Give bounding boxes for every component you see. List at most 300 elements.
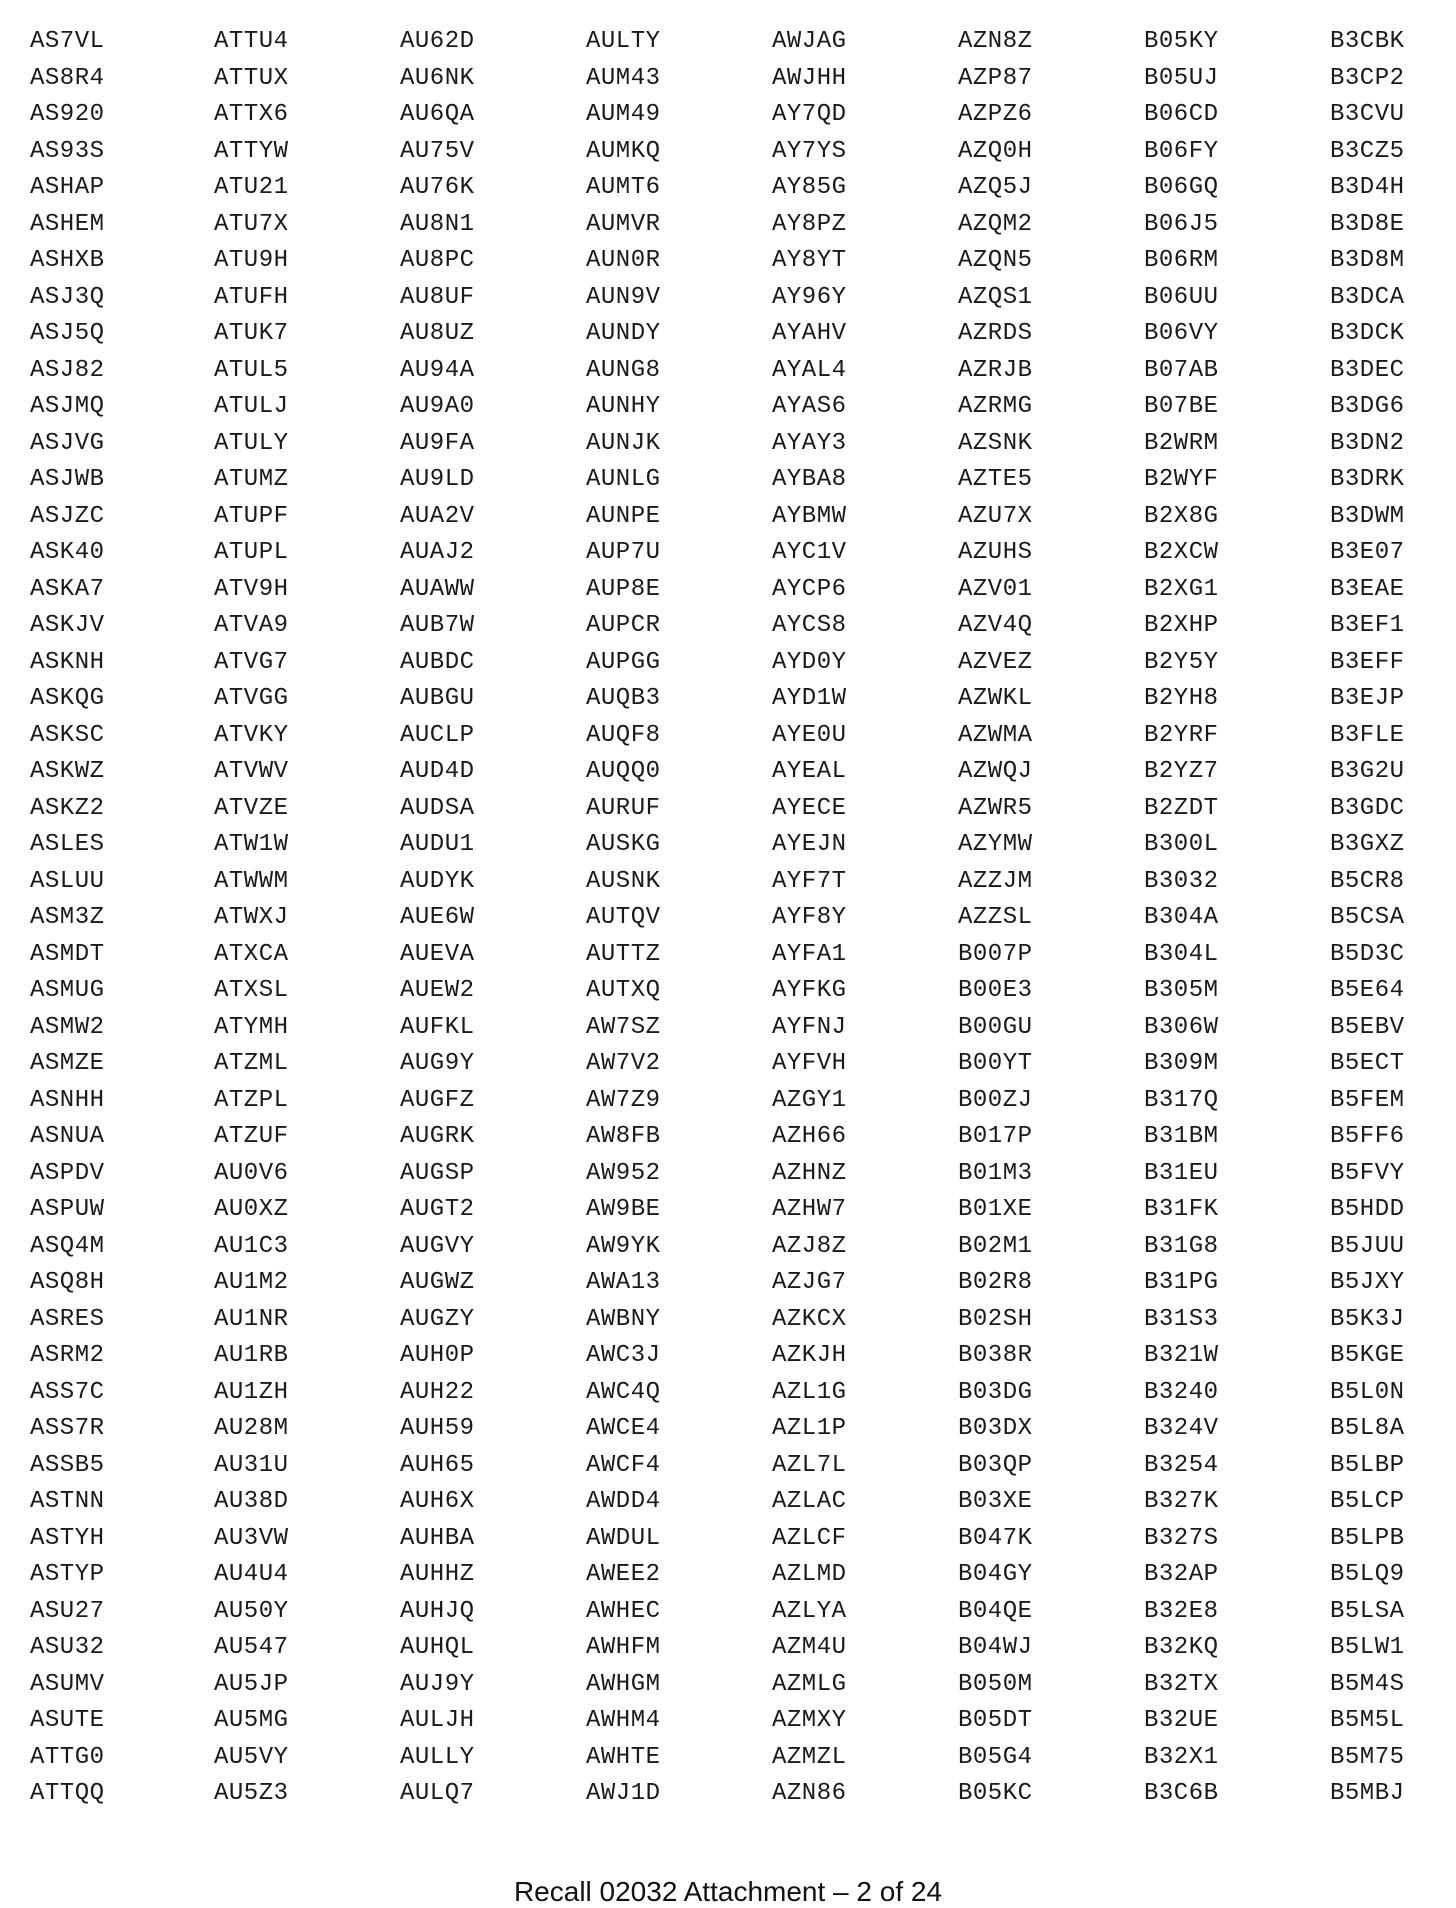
code-entry: ATU9H	[214, 247, 289, 274]
code-entry: AWCE4	[586, 1415, 661, 1442]
code-entry: AUN0R	[586, 247, 661, 274]
code-entry: AS7VL	[30, 28, 105, 55]
code-entry: ASS7C	[30, 1378, 105, 1406]
code-entry: AU0V6	[214, 1159, 289, 1187]
code-entry: B306W	[1144, 1013, 1219, 1041]
code-entry: AWHTE	[586, 1743, 661, 1771]
code-entry: AULLY	[400, 1743, 475, 1771]
code-entry: ASTNN	[30, 1488, 105, 1515]
code-entry: B3D8E	[1330, 210, 1405, 238]
code-entry: ATULJ	[214, 393, 289, 420]
code-entry: AUTTZ	[586, 940, 661, 968]
code-entry: B3CVU	[1330, 101, 1405, 128]
code-entry: ASQ4M	[30, 1232, 105, 1260]
code-entry: B07BE	[1144, 393, 1219, 420]
code-entry: AW952	[586, 1159, 661, 1187]
code-entry: ASKNH	[30, 648, 105, 676]
code-entry: ASLES	[30, 831, 105, 858]
code-entry: AZV01	[958, 575, 1033, 603]
code-entry: AY8YT	[772, 247, 847, 274]
code-entry: B2YH8	[1144, 685, 1219, 712]
code-entry: B06J5	[1144, 210, 1219, 238]
code-entry: AYECE	[772, 794, 847, 822]
code-entry: AUNJK	[586, 429, 661, 457]
code-entry: AZQN5	[958, 247, 1033, 274]
code-entry: AYBMW	[772, 502, 847, 530]
code-entry: AUG9Y	[400, 1050, 475, 1077]
code-entry: B07AB	[1144, 356, 1219, 384]
code-entry: AUSKG	[586, 831, 661, 858]
code-entry: B5CSA	[1330, 904, 1405, 931]
code-entry: AWHM4	[586, 1707, 661, 1734]
code-entry: AUCLP	[400, 721, 475, 749]
code-entry: AU5MG	[214, 1707, 289, 1734]
code-entry: ATTQQ	[30, 1780, 105, 1807]
code-entry: B05KC	[958, 1780, 1033, 1807]
code-entry: ASLUU	[30, 867, 105, 895]
code-entry: AUBGU	[400, 685, 475, 712]
code-entry: ASUTE	[30, 1707, 105, 1734]
code-entry: B31G8	[1144, 1232, 1219, 1260]
code-entry: B305M	[1144, 977, 1219, 1004]
code-entry: AUTQV	[586, 904, 661, 931]
code-entry: B01M3	[958, 1159, 1033, 1187]
code-entry: AZRDS	[958, 320, 1033, 347]
code-entry: ATVWV	[214, 758, 289, 785]
code-entry: AWHFM	[586, 1634, 661, 1661]
code-entry: AUGSP	[400, 1159, 475, 1187]
code-entry: AZWQJ	[958, 758, 1033, 785]
code-entry: B3GXZ	[1330, 831, 1405, 858]
code-entry: B5ECT	[1330, 1050, 1405, 1077]
code-entry: B00GU	[958, 1013, 1033, 1041]
code-entry: AZLAC	[772, 1488, 847, 1515]
code-entry: AUGWZ	[400, 1269, 475, 1296]
code-entry: AWDD4	[586, 1488, 661, 1515]
code-entry: AUTXQ	[586, 977, 661, 1004]
code-entry: AWC4Q	[586, 1378, 661, 1406]
code-entry: AUPCR	[586, 612, 661, 639]
code-entry: AYFVH	[772, 1050, 847, 1077]
code-entry: B5JUU	[1330, 1232, 1405, 1260]
code-entry: AZQS1	[958, 283, 1033, 311]
code-entry: AUNDY	[586, 320, 661, 347]
code-entry: ASRES	[30, 1305, 105, 1333]
code-entry: B2WYF	[1144, 466, 1219, 493]
code-entry: B5CR8	[1330, 867, 1405, 895]
code-entry: B5FF6	[1330, 1123, 1405, 1150]
code-entry: AW7V2	[586, 1050, 661, 1077]
code-entry: B3CP2	[1330, 64, 1405, 92]
code-entry: ASU32	[30, 1634, 105, 1661]
code-entry: ATV9H	[214, 575, 289, 603]
code-entry: AYE0U	[772, 721, 847, 749]
code-entry: B3240	[1144, 1378, 1219, 1406]
code-entry: AYF7T	[772, 867, 847, 895]
code-entry: B03DG	[958, 1378, 1033, 1406]
code-entry: B5JXY	[1330, 1269, 1405, 1296]
code-entry: AUGRK	[400, 1123, 475, 1150]
code-entry: B31PG	[1144, 1269, 1219, 1296]
code-entry: B5K3J	[1330, 1305, 1405, 1333]
code-entry: AUGVY	[400, 1232, 475, 1260]
code-entry: AUGT2	[400, 1196, 475, 1223]
code-entry: AUAJ2	[400, 539, 475, 566]
code-entry: AZUHS	[958, 539, 1033, 566]
code-entry: B2ZDT	[1144, 794, 1219, 822]
code-entry: AYFNJ	[772, 1013, 847, 1041]
code-entry: AYEJN	[772, 831, 847, 858]
code-entry: AUEVA	[400, 940, 475, 968]
code-entry: AU8N1	[400, 210, 475, 238]
code-entry: AY96Y	[772, 283, 847, 311]
code-entry: AU8UZ	[400, 320, 475, 347]
code-entry: B3FLE	[1330, 721, 1405, 749]
code-entry: ASHXB	[30, 247, 105, 274]
code-entry: AULJH	[400, 1707, 475, 1734]
code-entry: AYD0Y	[772, 648, 847, 676]
code-entry: ASRM2	[30, 1342, 105, 1369]
code-entry: B5LSA	[1330, 1597, 1405, 1625]
code-entry: AZTE5	[958, 466, 1033, 493]
code-column	[30, 24, 210, 1813]
code-entry: ASJ3Q	[30, 283, 105, 311]
code-entry: B304A	[1144, 904, 1219, 931]
code-entry: AW8FB	[586, 1123, 661, 1150]
code-entry: B2XCW	[1144, 539, 1219, 566]
code-entry: ATTU4	[214, 28, 289, 55]
code-entry: AYAL4	[772, 356, 847, 384]
code-entry: AUDU1	[400, 831, 475, 858]
code-entry: ATTX6	[214, 101, 289, 128]
code-entry: B5E64	[1330, 977, 1405, 1004]
code-entry: AUMT6	[586, 174, 661, 201]
code-entry: AZYMW	[958, 831, 1033, 858]
code-entry: ATYMH	[214, 1013, 289, 1041]
code-entry: B04GY	[958, 1561, 1033, 1588]
code-entry: ATXSL	[214, 977, 289, 1004]
code-entry: B5LW1	[1330, 1634, 1405, 1661]
code-entry: AU1ZH	[214, 1378, 289, 1406]
code-entry: AWEE2	[586, 1561, 661, 1588]
code-entry: ATUPF	[214, 502, 289, 530]
code-entry: AZRMG	[958, 393, 1033, 420]
code-entry: B5EBV	[1330, 1013, 1405, 1041]
code-entry: ASMW2	[30, 1013, 105, 1041]
code-entry: B327K	[1144, 1488, 1219, 1515]
code-entry: AU76K	[400, 174, 475, 201]
code-entry: AS8R4	[30, 64, 105, 92]
code-entry: AU547	[214, 1634, 289, 1661]
code-entry: B32E8	[1144, 1597, 1219, 1625]
code-entry: AZWR5	[958, 794, 1033, 822]
code-entry: AYFA1	[772, 940, 847, 968]
code-entry: B06VY	[1144, 320, 1219, 347]
code-entry: B5MBJ	[1330, 1780, 1405, 1807]
code-entry: B324V	[1144, 1415, 1219, 1442]
code-entry: AZP87	[958, 64, 1033, 92]
code-entry: ATVZE	[214, 794, 289, 822]
code-entry: B31FK	[1144, 1196, 1219, 1223]
code-entry: ASKWZ	[30, 758, 105, 785]
code-entry: AU9LD	[400, 466, 475, 493]
code-column	[214, 24, 394, 1813]
code-entry: AZKJH	[772, 1342, 847, 1369]
code-entry: ATVA9	[214, 612, 289, 639]
code-entry: ATUPL	[214, 539, 289, 566]
code-entry: AZVEZ	[958, 648, 1033, 676]
code-entry: AUHBA	[400, 1524, 475, 1552]
code-entry: AUDYK	[400, 867, 475, 895]
code-entry: AWJHH	[772, 64, 847, 92]
code-entry: AWC3J	[586, 1342, 661, 1369]
code-entry: ATVG7	[214, 648, 289, 676]
code-entry: B2YRF	[1144, 721, 1219, 749]
code-entry: AUQQ0	[586, 758, 661, 785]
code-entry: B01XE	[958, 1196, 1033, 1223]
code-entry: B03QP	[958, 1451, 1033, 1479]
code-entry: AZL1P	[772, 1415, 847, 1442]
code-entry: AU4U4	[214, 1561, 289, 1588]
code-entry: ASHEM	[30, 210, 105, 238]
code-entry: B05DT	[958, 1707, 1033, 1734]
code-entry: AZQ5J	[958, 174, 1033, 201]
code-entry: B5FEM	[1330, 1086, 1405, 1114]
code-entry: B02R8	[958, 1269, 1033, 1296]
code-entry: ASMDT	[30, 940, 105, 968]
code-entry: AYAHV	[772, 320, 847, 347]
code-entry: ATUK7	[214, 320, 289, 347]
code-entry: ASJMQ	[30, 393, 105, 420]
code-entry: AZZSL	[958, 904, 1033, 931]
code-entry: AU50Y	[214, 1597, 289, 1625]
code-entry: AU31U	[214, 1451, 289, 1479]
code-entry: AW7SZ	[586, 1013, 661, 1041]
code-entry: AWJAG	[772, 28, 847, 55]
code-entry: B2YZ7	[1144, 758, 1219, 785]
code-entry: B3EAE	[1330, 575, 1405, 603]
code-entry: ATU21	[214, 174, 289, 201]
code-entry: ASKJV	[30, 612, 105, 639]
code-entry: AUDSA	[400, 794, 475, 822]
code-entry: ASU27	[30, 1597, 105, 1625]
code-entry: AZN8Z	[958, 28, 1033, 55]
code-entry: B32TX	[1144, 1670, 1219, 1698]
code-entry: ASTYH	[30, 1524, 105, 1552]
code-entry: AU1RB	[214, 1342, 289, 1369]
code-entry: ATWXJ	[214, 904, 289, 931]
code-entry: AUP8E	[586, 575, 661, 603]
code-entry: AZWMA	[958, 721, 1033, 749]
code-entry: B3DN2	[1330, 429, 1405, 457]
code-entry: AZN86	[772, 1780, 847, 1807]
code-entry: AZWKL	[958, 685, 1033, 712]
code-entry: AYC1V	[772, 539, 847, 566]
code-entry: AUQF8	[586, 721, 661, 749]
code-entry: AZHNZ	[772, 1159, 847, 1187]
code-entry: B3D8M	[1330, 247, 1405, 274]
code-entry: B3EF1	[1330, 612, 1405, 639]
code-entry: ATWWM	[214, 867, 289, 895]
code-entry: B32KQ	[1144, 1634, 1219, 1661]
code-entry: B007P	[958, 940, 1033, 968]
code-entry: ASNHH	[30, 1086, 105, 1114]
code-entry: AUH0P	[400, 1342, 475, 1369]
code-entry: ATULY	[214, 429, 289, 457]
code-entry: AULQ7	[400, 1780, 475, 1807]
code-entry: B3032	[1144, 867, 1219, 895]
code-entry: AY85G	[772, 174, 847, 201]
code-entry: AU9A0	[400, 393, 475, 420]
code-entry: B5M75	[1330, 1743, 1405, 1771]
code-entry: AU94A	[400, 356, 475, 384]
code-entry: B00YT	[958, 1050, 1033, 1077]
code-entry: AU1NR	[214, 1305, 289, 1333]
code-entry: AUSNK	[586, 867, 661, 895]
code-entry: AY7YS	[772, 137, 847, 165]
code-entry: AUGZY	[400, 1305, 475, 1333]
code-entry: B2XG1	[1144, 575, 1219, 603]
code-entry: AUAWW	[400, 575, 475, 603]
code-entry: ASMUG	[30, 977, 105, 1004]
code-entry: B300L	[1144, 831, 1219, 858]
code-entry: AW7Z9	[586, 1086, 661, 1114]
code-entry: ASHAP	[30, 174, 105, 201]
code-entry: AU8UF	[400, 283, 475, 311]
code-entry: B05UJ	[1144, 64, 1219, 92]
code-entry: ASPDV	[30, 1159, 105, 1187]
code-entry: AYCP6	[772, 575, 847, 603]
code-entry: AZV4Q	[958, 612, 1033, 639]
code-entry: AUEW2	[400, 977, 475, 1004]
code-entry: AUHQL	[400, 1634, 475, 1661]
code-entry: ATTYW	[214, 137, 289, 165]
code-entry: AZLCF	[772, 1524, 847, 1552]
code-entry: ATTUX	[214, 64, 289, 92]
code-entry: ATUFH	[214, 283, 289, 311]
code-entry: AYCS8	[772, 612, 847, 639]
code-entry: B2Y5Y	[1144, 648, 1219, 676]
code-entry: AZQ0H	[958, 137, 1033, 165]
code-entry: AUMKQ	[586, 137, 661, 165]
code-entry: B309M	[1144, 1050, 1219, 1077]
code-entry: B2X8G	[1144, 502, 1219, 530]
code-entry: AY8PZ	[772, 210, 847, 238]
code-entry: AUMVR	[586, 210, 661, 238]
code-entry: AZGY1	[772, 1086, 847, 1114]
code-entry: AUH6X	[400, 1488, 475, 1515]
code-entry: ASNUA	[30, 1123, 105, 1150]
code-entry: ATVKY	[214, 721, 289, 749]
code-entry: AU9FA	[400, 429, 475, 457]
code-entry: B06GQ	[1144, 174, 1219, 201]
code-entry: AZMXY	[772, 1707, 847, 1734]
code-entry: B32UE	[1144, 1707, 1219, 1734]
code-entry: ASKSC	[30, 721, 105, 749]
code-entry: ATUL5	[214, 356, 289, 384]
code-entry: AW9BE	[586, 1196, 661, 1223]
code-entry: ASSB5	[30, 1451, 105, 1479]
code-entry: B5LCP	[1330, 1488, 1405, 1515]
code-entry: B3C6B	[1144, 1780, 1219, 1807]
code-entry: AY7QD	[772, 101, 847, 128]
code-entry: B04QE	[958, 1597, 1033, 1625]
code-entry: ASPUW	[30, 1196, 105, 1223]
code-entry: B5LQ9	[1330, 1561, 1405, 1588]
code-entry: AZL7L	[772, 1451, 847, 1479]
code-entry: B317Q	[1144, 1086, 1219, 1114]
code-entry: B3DG6	[1330, 393, 1405, 420]
code-entry: AUQB3	[586, 685, 661, 712]
code-entry: AURUF	[586, 794, 661, 822]
code-entry: ASJWB	[30, 466, 105, 493]
code-entry: AUNHY	[586, 393, 661, 420]
code-entry: AWDUL	[586, 1524, 661, 1552]
code-entry: B06UU	[1144, 283, 1219, 311]
code-entry: B5D3C	[1330, 940, 1405, 968]
code-entry: B5M5L	[1330, 1707, 1405, 1734]
code-entry: B03XE	[958, 1488, 1033, 1515]
code-entry: B32X1	[1144, 1743, 1219, 1771]
code-entry: AWCF4	[586, 1451, 661, 1479]
code-entry: AUM43	[586, 64, 661, 92]
code-entry: B05G4	[958, 1743, 1033, 1771]
code-entry: AZSNK	[958, 429, 1033, 457]
code-entry: AYF8Y	[772, 904, 847, 931]
code-entry: B31EU	[1144, 1159, 1219, 1187]
code-entry: ASJVG	[30, 429, 105, 457]
code-entry: ASKZ2	[30, 794, 105, 822]
code-entry: B3DEC	[1330, 356, 1405, 384]
code-entry: B3GDC	[1330, 794, 1405, 822]
code-entry: B32AP	[1144, 1561, 1219, 1588]
code-entry: B5LBP	[1330, 1451, 1405, 1479]
code-entry: ATVGG	[214, 685, 289, 712]
code-column	[958, 24, 1138, 1813]
code-entry: B5L8A	[1330, 1415, 1405, 1442]
code-entry: AYBA8	[772, 466, 847, 493]
code-entry: AUNLG	[586, 466, 661, 493]
code-entry: ATUMZ	[214, 466, 289, 493]
code-entry: AWBNY	[586, 1305, 661, 1333]
code-entry: AU1M2	[214, 1269, 289, 1296]
code-entry: B2XHP	[1144, 612, 1219, 639]
code-entry: AZL1G	[772, 1378, 847, 1406]
code-entry: ASJ82	[30, 356, 105, 384]
code-entry: ATXCA	[214, 940, 289, 968]
code-entry: AUHHZ	[400, 1561, 475, 1588]
code-entry: AU5VY	[214, 1743, 289, 1771]
code-entry: B3254	[1144, 1451, 1219, 1479]
code-entry: AU3VW	[214, 1524, 289, 1552]
code-entry: AUH59	[400, 1415, 475, 1442]
code-entry: B3CZ5	[1330, 137, 1405, 165]
code-entry: B00ZJ	[958, 1086, 1033, 1114]
code-entry: B3E07	[1330, 539, 1405, 566]
code-entry: B04WJ	[958, 1634, 1033, 1661]
code-entry: AYAY3	[772, 429, 847, 457]
code-entry: ASQ8H	[30, 1269, 105, 1296]
code-entry: AUD4D	[400, 758, 475, 785]
code-entry: B31S3	[1144, 1305, 1219, 1333]
code-entry: B3G2U	[1330, 758, 1405, 785]
code-entry: AUH22	[400, 1378, 475, 1406]
code-entry: AWHEC	[586, 1597, 661, 1625]
code-entry: B2WRM	[1144, 429, 1219, 457]
code-entry: AUGFZ	[400, 1086, 475, 1114]
code-entry: ASUMV	[30, 1670, 105, 1698]
code-entry: B31BM	[1144, 1123, 1219, 1150]
